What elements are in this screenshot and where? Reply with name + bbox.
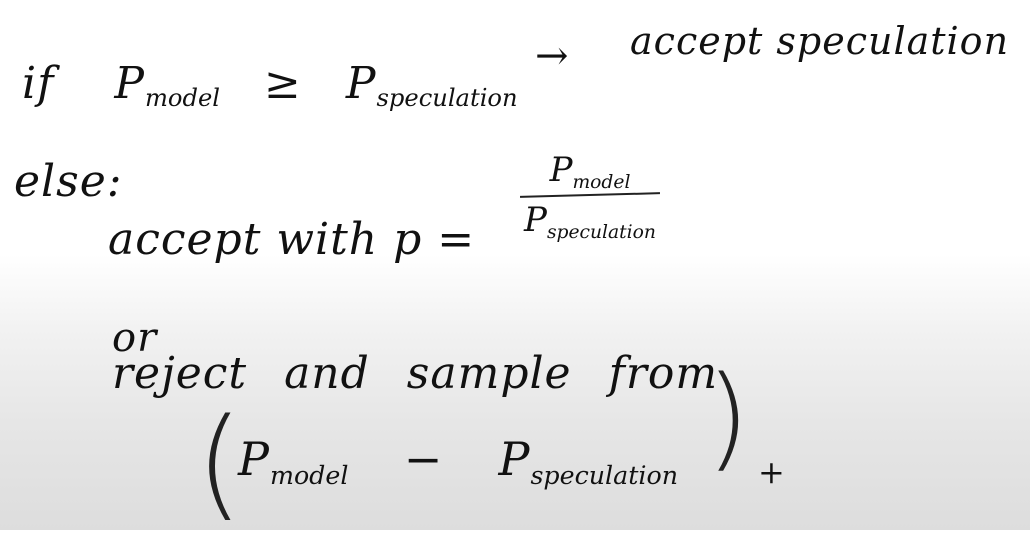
- geq-symbol: ≥: [264, 58, 302, 109]
- or-text: or: [112, 315, 158, 361]
- accept-speculation-text: accept speculation: [630, 19, 1010, 63]
- fraction-bar: [520, 192, 660, 198]
- fraction-denominator: [524, 200, 656, 243]
- if-keyword: if: [22, 58, 55, 109]
- expr-p-speculation-subscript: speculation: [530, 460, 678, 490]
- minus-symbol: −: [403, 432, 444, 486]
- p-model-subscript: model: [144, 84, 220, 113]
- left-parenthesis: (: [196, 394, 243, 533]
- num-p-symbol: P: [549, 150, 573, 190]
- expr-p-model-subscript: model: [269, 460, 349, 490]
- den-subscript: speculation: [546, 221, 656, 243]
- p-model-symbol: P: [114, 58, 145, 109]
- arrow-accept: [535, 33, 570, 79]
- distribution-expression: [238, 432, 678, 490]
- num-subscript: model: [572, 171, 631, 193]
- expr-p-model-symbol: P: [238, 432, 270, 486]
- expr-p-speculation-symbol: P: [498, 432, 531, 486]
- accept-with-p-text: accept with p =: [108, 214, 476, 265]
- p-speculation-symbol: P: [345, 58, 377, 109]
- probability-fraction: [520, 150, 660, 243]
- reject-and-sample-text: reject and sample from: [112, 348, 719, 399]
- p-speculation-subscript: speculation: [376, 84, 518, 113]
- fraction-numerator: [549, 150, 631, 193]
- den-p-symbol: P: [524, 200, 547, 240]
- line-if-condition: [22, 58, 518, 113]
- arrow-icon: →: [535, 33, 570, 79]
- right-parenthesis: ): [706, 353, 750, 483]
- positive-part-subscript: +: [758, 453, 786, 491]
- else-keyword: else:: [14, 156, 123, 207]
